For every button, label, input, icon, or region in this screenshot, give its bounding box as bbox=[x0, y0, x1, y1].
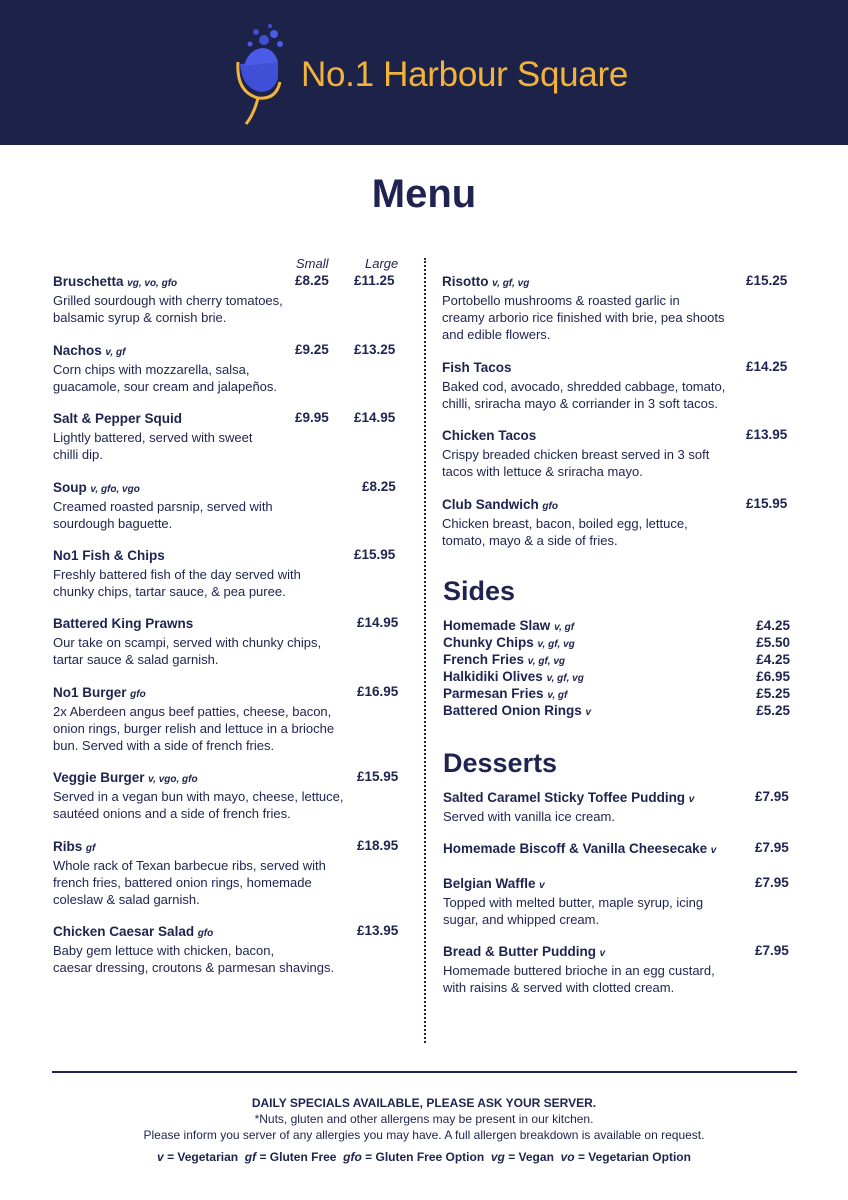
menu-item-soup: Soup v, gfo, vgo Creamed roasted parsnip, served with sourdough baguette. bbox=[53, 480, 273, 531]
footer-divider bbox=[52, 1071, 797, 1073]
price-large: £16.95 bbox=[357, 684, 399, 699]
side-item: Battered Onion Rings v £5.25 bbox=[443, 703, 790, 718]
menu-item-ribs: Ribs gf Whole rack of Texan barbecue ribs, served with french fries, battered onion rings, homemade coleslaw & salad garnish. bbox=[53, 839, 326, 907]
menu-item-club-sandwich: Club Sandwich gfo Chicken breast, bacon, boiled egg, lettuce, tomato, mayo & a side of fries. bbox=[442, 497, 688, 548]
column-header-large: Large bbox=[365, 256, 399, 271]
wine-glass-logo-icon bbox=[228, 22, 300, 130]
allergen-notice: *Nuts, gluten and other allergens may be present in our kitchen. bbox=[254, 1112, 594, 1126]
price: £15.25 bbox=[746, 273, 788, 288]
menu-item-caesar-salad: Chicken Caesar Salad gfo Baby gem lettuce with chicken, bacon, caesar dressing, croutons & parmesan shavings. bbox=[53, 924, 335, 975]
dessert-item-cheesecake: Homemade Biscoff & Vanilla Cheesecake v bbox=[443, 841, 717, 856]
price: £7.95 bbox=[755, 789, 789, 804]
price-large: £11.25 bbox=[354, 273, 395, 288]
price-small: £8.25 bbox=[295, 273, 329, 288]
menu-item-bruschetta: Bruschetta vg, vo, gfo Grilled sourdough with cherry tomatoes, balsamic syrup & cornish brie. bbox=[53, 274, 283, 325]
side-item: Homemade Slaw v, gf £4.25 bbox=[443, 618, 790, 633]
price-large: £8.25 bbox=[362, 479, 396, 494]
dessert-item-bread-butter-pudding: Bread & Butter Pudding v Homemade buttered brioche in an egg custard, with raisins & served with clotted cream. bbox=[443, 944, 715, 995]
price-large: £13.25 bbox=[354, 342, 396, 357]
menu-item-veggie-burger: Veggie Burger v, vgo, gfo Served in a vegan bun with mayo, cheese, lettuce, sautéed onions and a side of french fries. bbox=[53, 770, 344, 821]
price: £14.25 bbox=[746, 359, 788, 374]
dietary-legend: v = Vegetarian gf = Gluten Free gfo = Gluten Free Option vg = Vegan vo = Vegetarian Option bbox=[157, 1150, 691, 1164]
menu-title: Menu bbox=[371, 172, 477, 216]
price-large: £15.95 bbox=[357, 769, 399, 784]
menu-item-risotto: Risotto v, gf, vg Portobello mushrooms & roasted garlic in creamy arborio rice finished with brie, pea shoots and edible flowers. bbox=[442, 274, 725, 342]
sides-title: Sides bbox=[443, 576, 516, 606]
price-small: £9.95 bbox=[295, 410, 329, 425]
menu-item-fish-tacos: Fish Tacos Baked cod, avocado, shredded cabbage, tomato, chilli, sriracha mayo & corriander in 3 soft tacos. bbox=[442, 360, 726, 411]
menu-item-king-prawns: Battered King Prawns Our take on scampi, served with chunky chips, tartar sauce & salad garnish. bbox=[53, 616, 322, 667]
menu-item-no1-burger: No1 Burger gfo 2x Aberdeen angus beef patties, cheese, bacon, onion rings, burger relish and lettuce in a brioche bun. Served with a side of french fries. bbox=[53, 685, 335, 753]
header-banner bbox=[0, 0, 848, 145]
menu-item-salt-pepper-squid: Salt & Pepper Squid Lightly battered, served with sweet chilli dip. bbox=[53, 411, 253, 462]
price-large: £13.95 bbox=[357, 923, 399, 938]
side-item: Halkidiki Olives v, gf, vg £6.95 bbox=[443, 669, 790, 684]
side-item: Parmesan Fries v, gf £5.25 bbox=[443, 686, 790, 701]
menu-item-chicken-tacos: Chicken Tacos Crispy breaded chicken breast served in 3 soft tacos with lettuce & sriracha mayo. bbox=[442, 428, 710, 479]
price: £7.95 bbox=[755, 875, 789, 890]
side-item: French Fries v, gf, vg £4.25 bbox=[443, 652, 790, 667]
price: £7.95 bbox=[755, 840, 789, 855]
price-large: £14.95 bbox=[357, 615, 399, 630]
price-large: £14.95 bbox=[354, 410, 396, 425]
price-large: £15.95 bbox=[354, 547, 396, 562]
price-small: £9.25 bbox=[295, 342, 329, 357]
price: £15.95 bbox=[746, 496, 788, 511]
price: £7.95 bbox=[755, 943, 789, 958]
column-divider bbox=[424, 258, 426, 1043]
side-item: Chunky Chips v, gf, vg £5.50 bbox=[443, 635, 790, 650]
desserts-title: Desserts bbox=[443, 748, 558, 778]
dessert-item-belgian-waffle: Belgian Waffle v Topped with melted butter, maple syrup, icing sugar, and whipped cream. bbox=[443, 876, 704, 927]
allergen-request: Please inform you server of any allergies you may have. A full allergen breakdown is available on request. bbox=[143, 1128, 705, 1142]
dessert-item-sticky-toffee: Salted Caramel Sticky Toffee Pudding v Served with vanilla ice cream. bbox=[443, 790, 695, 824]
menu-item-nachos: Nachos v, gf Corn chips with mozzarella, salsa, guacamole, sour cream and jalapeños. bbox=[53, 343, 278, 394]
menu-item-fish-chips: No1 Fish & Chips Freshly battered fish of the day served with chunky chips, tartar sauce, & pea puree. bbox=[53, 548, 301, 599]
brand-name: No.1 Harbour Square bbox=[301, 55, 628, 94]
column-header-small: Small bbox=[296, 256, 329, 271]
price: £13.95 bbox=[746, 427, 788, 442]
price-large: £18.95 bbox=[357, 838, 399, 853]
specials-notice: DAILY SPECIALS AVAILABLE, PLEASE ASK YOUR SERVER. bbox=[251, 1096, 597, 1110]
